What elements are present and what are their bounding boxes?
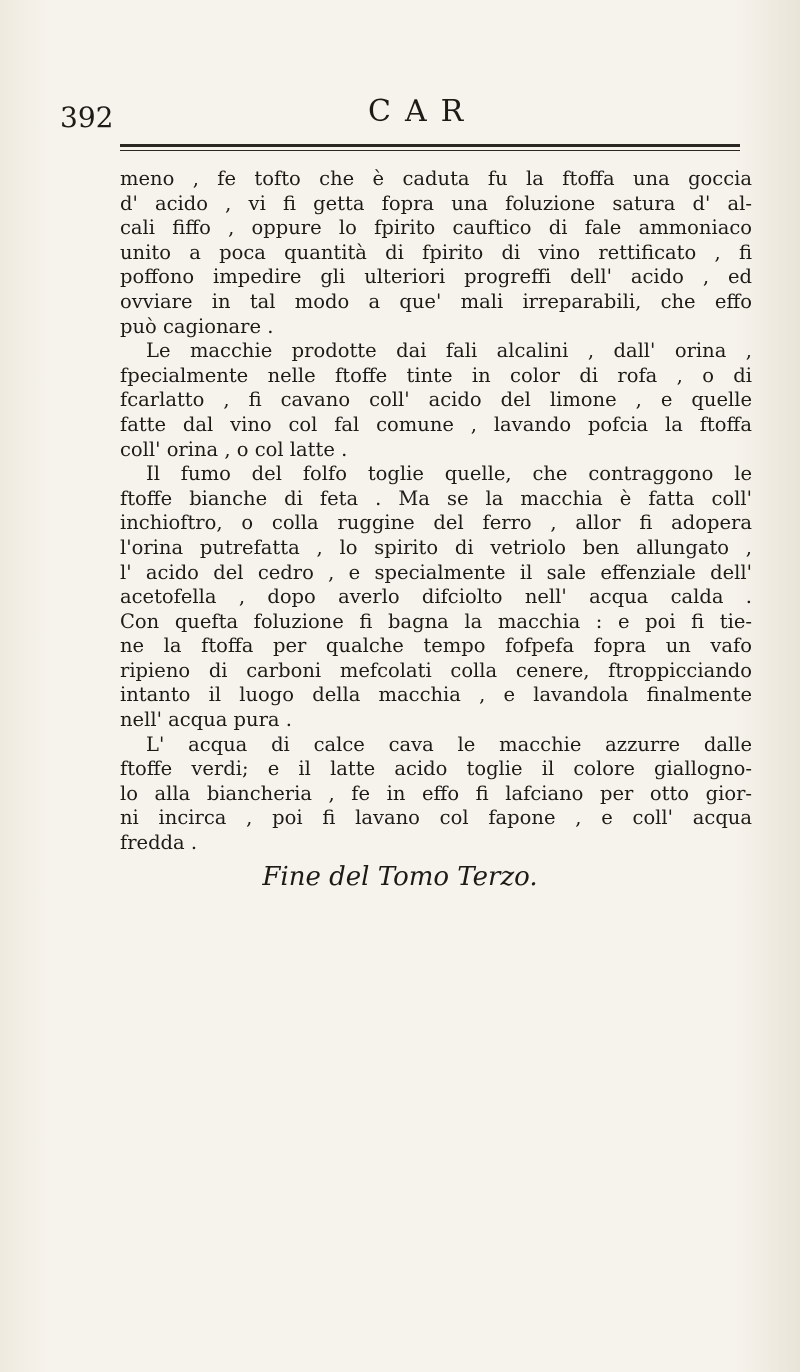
text-line: lo alla biancheria , fe in effo fi lafciano per otto gior- [120, 781, 752, 805]
text-line: ovviare in tal modo a que' mali irreparabili, che effo [120, 289, 752, 313]
header-rule-thick [120, 144, 740, 147]
text-line: fatte dal vino col fal comune , lavando pofcia la ftoffa [120, 412, 752, 436]
text-line: inchioftro, o colla ruggine del ferro , allor fi adopera [120, 511, 752, 535]
text-line: L' acqua di calce cava le macchie azzurre dalle [146, 732, 752, 756]
text-line: l' acido del cedro , e specialmente il sale effenziale dell' [120, 560, 752, 584]
text-line: cali fiffo , oppure lo fpirito cauftico di fale ammoniaco [120, 216, 752, 240]
text-line: d' acido , vi fi getta fopra una foluzione satura d' al- [120, 191, 752, 215]
text-line: fpecialmente nelle ftoffe tinte in color di rofa , o di [120, 363, 752, 387]
text-line: ne la ftoffa per qualche tempo fofpefa fopra un vafo [120, 634, 752, 658]
header-rule-thin [120, 150, 740, 151]
text-line: coll' orina , o col latte . [120, 437, 348, 461]
text-line: meno , fe tofto che è caduta fu la ftoffa una goccia [120, 167, 752, 190]
body-text [120, 167, 752, 856]
text-line: ni incirca , poi fi lavano col fapone , e coll' acqua [120, 806, 752, 830]
text-line: acetofella , dopo averlo difciolto nell' acqua calda . [120, 585, 752, 609]
text-line: fredda . [120, 831, 198, 855]
text-line: ripieno di carboni mefcolati colla cenere, ftroppicciando [120, 658, 752, 682]
colophon: Fine del Tomo Terzo. [262, 862, 538, 892]
text-line: ftoffe bianche di feta . Ma se la macchia è fatta coll' [120, 486, 752, 510]
text-line: unito a poca quantità di fpirito di vino rettificato , fi [120, 240, 752, 264]
text-line: l'orina putrefatta , lo spirito di vetriolo ben allungato , [120, 535, 752, 559]
running-head: CAR [368, 94, 478, 129]
text-line: Con quefta foluzione fi bagna la macchia : e poi fi tie- [120, 609, 752, 633]
page-number: 392 [60, 101, 114, 134]
text-line: può cagionare . [120, 314, 274, 338]
text-line: fcarlatto , fi cavano coll' acido del limone , e quelle [120, 388, 752, 412]
text-line: Il fumo del folfo toglie quelle, che contraggono le [146, 462, 752, 486]
text-line: poffono impedire gli ulteriori progreffi dell' acido , ed [120, 265, 752, 289]
text-line: ftoffe verdi; e il latte acido toglie il colore giallogno- [120, 757, 752, 781]
text-line: Le macchie prodotte dai fali alcalini , dall' orina , [146, 339, 752, 363]
text-line: intanto il luogo della macchia , e lavandola finalmente [120, 683, 752, 707]
text-line: nell' acqua pura . [120, 708, 292, 732]
